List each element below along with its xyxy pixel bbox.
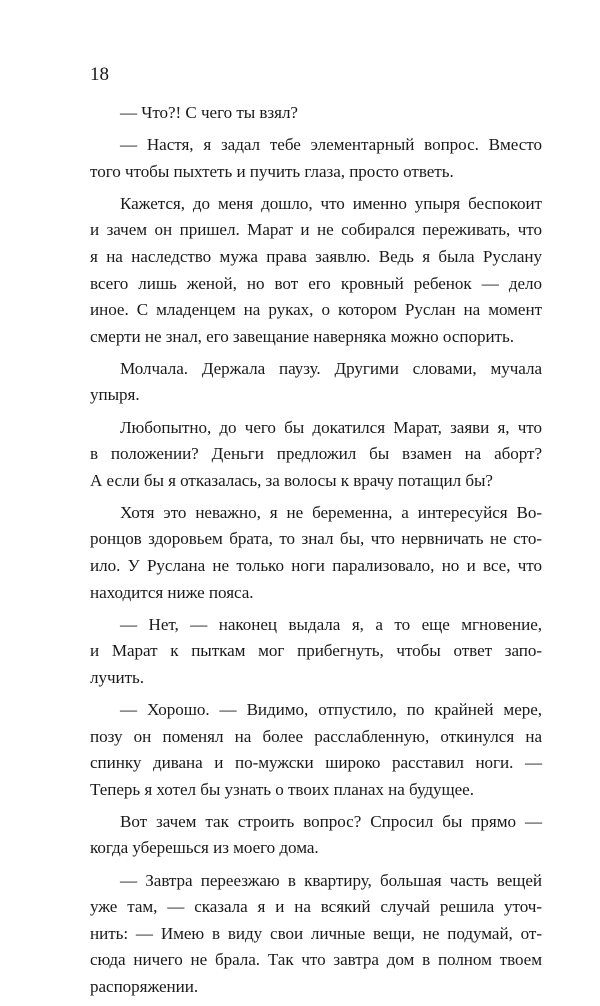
text-line: всего лишь женой, но вот его кровный ребенок — дело bbox=[90, 273, 542, 293]
text-line: я на наследство мужа права заявлю. Ведь я была Руслану bbox=[90, 246, 542, 266]
text-line: — Настя, я задал тебе элементарный вопрос. Вместо bbox=[120, 135, 542, 155]
body-text bbox=[90, 100, 542, 1006]
text-line: распоряжении. bbox=[90, 976, 199, 996]
text-line: находится ниже пояса. bbox=[90, 582, 254, 602]
paragraph bbox=[90, 697, 542, 803]
text-line: нить: — Имею в виду свои личные вещи, не подумай, от- bbox=[90, 923, 542, 943]
text-line: ило. У Руслана не только ноги парализовало, но и все, что bbox=[90, 556, 542, 575]
text-line: — Нет, — наконец выдала я, а то еще мгновение, bbox=[120, 614, 542, 634]
text-line: ронцов здоровьем брата, то знал бы, что нервничать не сто- bbox=[90, 529, 542, 549]
text-line: — Что?! С чего ты взял? bbox=[120, 103, 298, 122]
text-line: Любопытно, до чего бы докатился Марат, заяви я, что bbox=[120, 417, 542, 437]
text-line: и Марат к пыткам мог прибегнуть, чтобы ответ запо- bbox=[90, 641, 542, 661]
text-line: лучить. bbox=[90, 667, 145, 687]
paragraph bbox=[90, 500, 542, 606]
text-line: Теперь я хотел бы узнать о твоих планах на будущее. bbox=[90, 779, 474, 799]
text-line: сюда ничего не брала. Так что завтра дом в полном твоем bbox=[90, 950, 542, 970]
text-line: Вот зачем так строить вопрос? Спросил бы прямо — bbox=[120, 811, 542, 831]
text-line: в положении? Деньги предложил бы взамен на аборт? bbox=[90, 444, 542, 464]
text-line: упыря. bbox=[90, 385, 140, 405]
text-line: Молчала. Держала паузу. Другими словами, мучала bbox=[120, 358, 542, 378]
text-line: позу он поменял на более расслабленную, откинулся на bbox=[90, 726, 542, 746]
text-line: когда уберешься из моего дома. bbox=[90, 838, 319, 858]
text-line: уже там, — сказала я и на всякий случай решила уточ- bbox=[90, 897, 542, 917]
paragraph bbox=[90, 868, 542, 1001]
text-line: спинку дивана и по-мужски широко расставил ноги. — bbox=[90, 753, 542, 773]
paragraph bbox=[90, 356, 542, 409]
text-line: Кажется, до меня дошло, что именно упыря беспокоит bbox=[120, 193, 542, 213]
paragraph bbox=[90, 132, 542, 185]
text-line: Хотя это неважно, я не беременна, а интересуйся Во- bbox=[120, 502, 542, 522]
page-number: 18 bbox=[90, 64, 109, 85]
paragraph bbox=[90, 415, 542, 495]
text-line: смерти не знал, его завещание наверняка можно оспорить. bbox=[90, 326, 514, 346]
paragraph bbox=[90, 100, 542, 127]
paragraph bbox=[90, 809, 542, 862]
text-line: того чтобы пыхтеть и пучить глаза, просто ответь. bbox=[90, 161, 454, 181]
paragraph bbox=[90, 612, 542, 692]
text-line: — Завтра переезжаю в квартиру, большая часть вещей bbox=[120, 870, 542, 890]
text-line: и зачем он пришел. Марат и не собирался переживать, что bbox=[90, 220, 542, 240]
text-line: А если бы я отказалась, за волосы к врачу потащил бы? bbox=[90, 470, 493, 490]
paragraph bbox=[90, 191, 542, 351]
text-line: иное. С младенцем на руках, о котором Руслан на момент bbox=[90, 300, 542, 320]
text-line: — Хорошо. — Видимо, отпустило, по крайней мере, bbox=[120, 699, 542, 719]
